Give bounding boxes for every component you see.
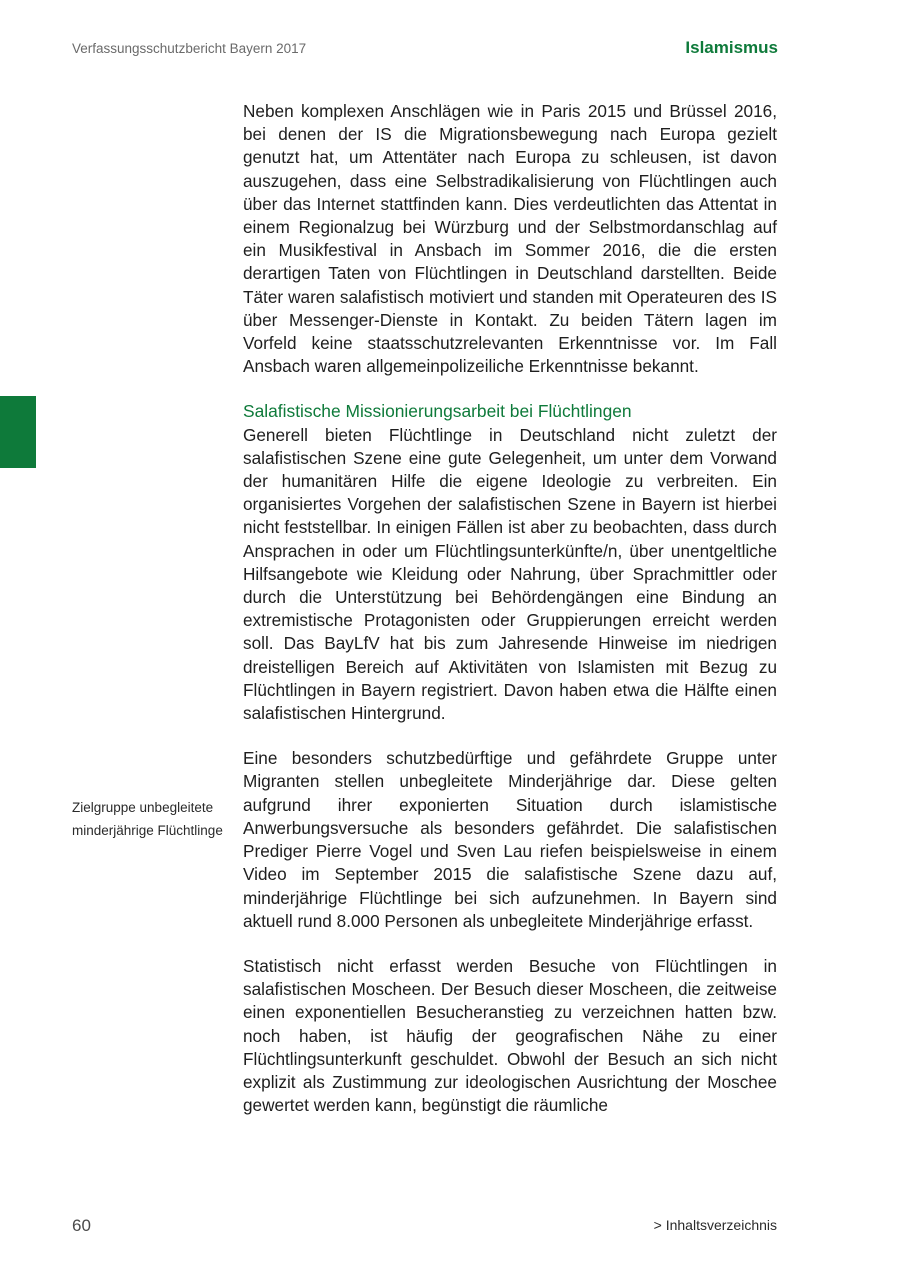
- main-text: [243, 100, 777, 1117]
- table-of-contents-link[interactable]: > Inhaltsverzeichnis: [653, 1217, 777, 1233]
- margin-note: Zielgruppe unbegleitete minderjährige Flüchtlinge: [72, 800, 223, 838]
- paragraph-4: Statistisch nicht erfasst werden Besuche von Flüchtlingen in salafistischen Moscheen. Der Besuch dieser Moscheen, die zeitweise einen exponentiellen Besucheranstieg zu verzeichnen hatten bzw. noch haben, ist häufig der geografischen Nähe zu einer Flüchtlingsunterkunft geschuldet. Obwohl der Besuch an sich nicht explizit als Zustimmung zur ideologischen Ausrichtung der Moschee gewertet werden kann, begünstigt die räumliche: [243, 955, 777, 1116]
- section-heading: Salafistische Missionierungsarbeit bei Flüchtlingen: [243, 401, 632, 422]
- paragraph-1: Neben komplexen Anschlägen wie in Paris 2015 und Brüssel 2016, bei denen der IS die Migrationsbewegung nach Europa gezielt genutzt hat, um Attentäter nach Europa zu schleusen, ist davon auszugehen, dass eine Selbstradikalisierung von Flüchtlingen auch über das Internet stattfinden kann. Dies verdeutlichten das Attentat in einem Regionalzug bei Würzburg und der Selbstmordanschlag auf ein Musikfestival in Ansbach im Sommer 2016, die die ersten derartigen Taten von Flüchtlingen in Deutschland darstellten. Beide Täter waren salafistisch motiviert und standen mit Operateuren des IS über Messenger-Dienste in Kontakt. Zu beiden Tätern lagen im Vorfeld keine staatsschutzrelevanten Erkenntnisse vor. Im Fall Ansbach waren allgemeinpolizeiliche Erkenntnisse bekannt.: [243, 101, 777, 377]
- paragraph-3: Eine besonders schutzbedürftige und gefährdete Gruppe unter Migranten stellen unbegleitete Minderjährige dar. Diese gelten aufgrund ihrer exponierten Situation durch islamistische Anwerbungsversuche als besonders gefährdet. Die salafistischen Prediger Pierre Vogel und Sven Lau riefen beispielsweise in einem Video im September 2015 die salafistische Szene dazu auf, minderjährige Flüchtlinge bei sich aufzunehmen. In Bayern sind aktuell rund 8.000 Personen als unbegleitete Minderjährige erfasst.: [243, 748, 777, 931]
- chapter-marker-tab: [0, 396, 36, 468]
- paragraph-2: Generell bieten Flüchtlinge in Deutschland nicht zuletzt der salafistischen Szene eine gute Gelegenheit, um unter dem Vorwand der humanitären Hilfe die eigene Ideologie zu verbreiten. Ein organisiertes Vorgehen der salafistischen Szene in Bayern ist hierbei nicht feststellbar. In einigen Fällen ist aber zu beobachten, dass durch Ansprachen in oder um Flüchtlingsunterkünfte/n, über unentgeltliche Hilfsangebote wie Kleidung oder Nahrung, über Sprachmittler oder durch die Unterstützung bei Behördengängen eine Bindung an extremistische Protagonisten oder Gruppierungen erreicht werden soll. Das BayLfV hat bis zum Jahresende Hinweise im niedrigen dreistelligen Bereich auf Aktivitäten von Islamisten mit Bezug zu Flüchtlingen in Bayern registriert. Davon haben etwa die Hälfte einen salafistischen Hintergrund.: [243, 424, 777, 724]
- page-number: 60: [72, 1216, 91, 1235]
- running-header: Verfassungsschutzbericht Bayern 2017: [72, 41, 307, 56]
- chapter-title: Islamismus: [685, 38, 778, 57]
